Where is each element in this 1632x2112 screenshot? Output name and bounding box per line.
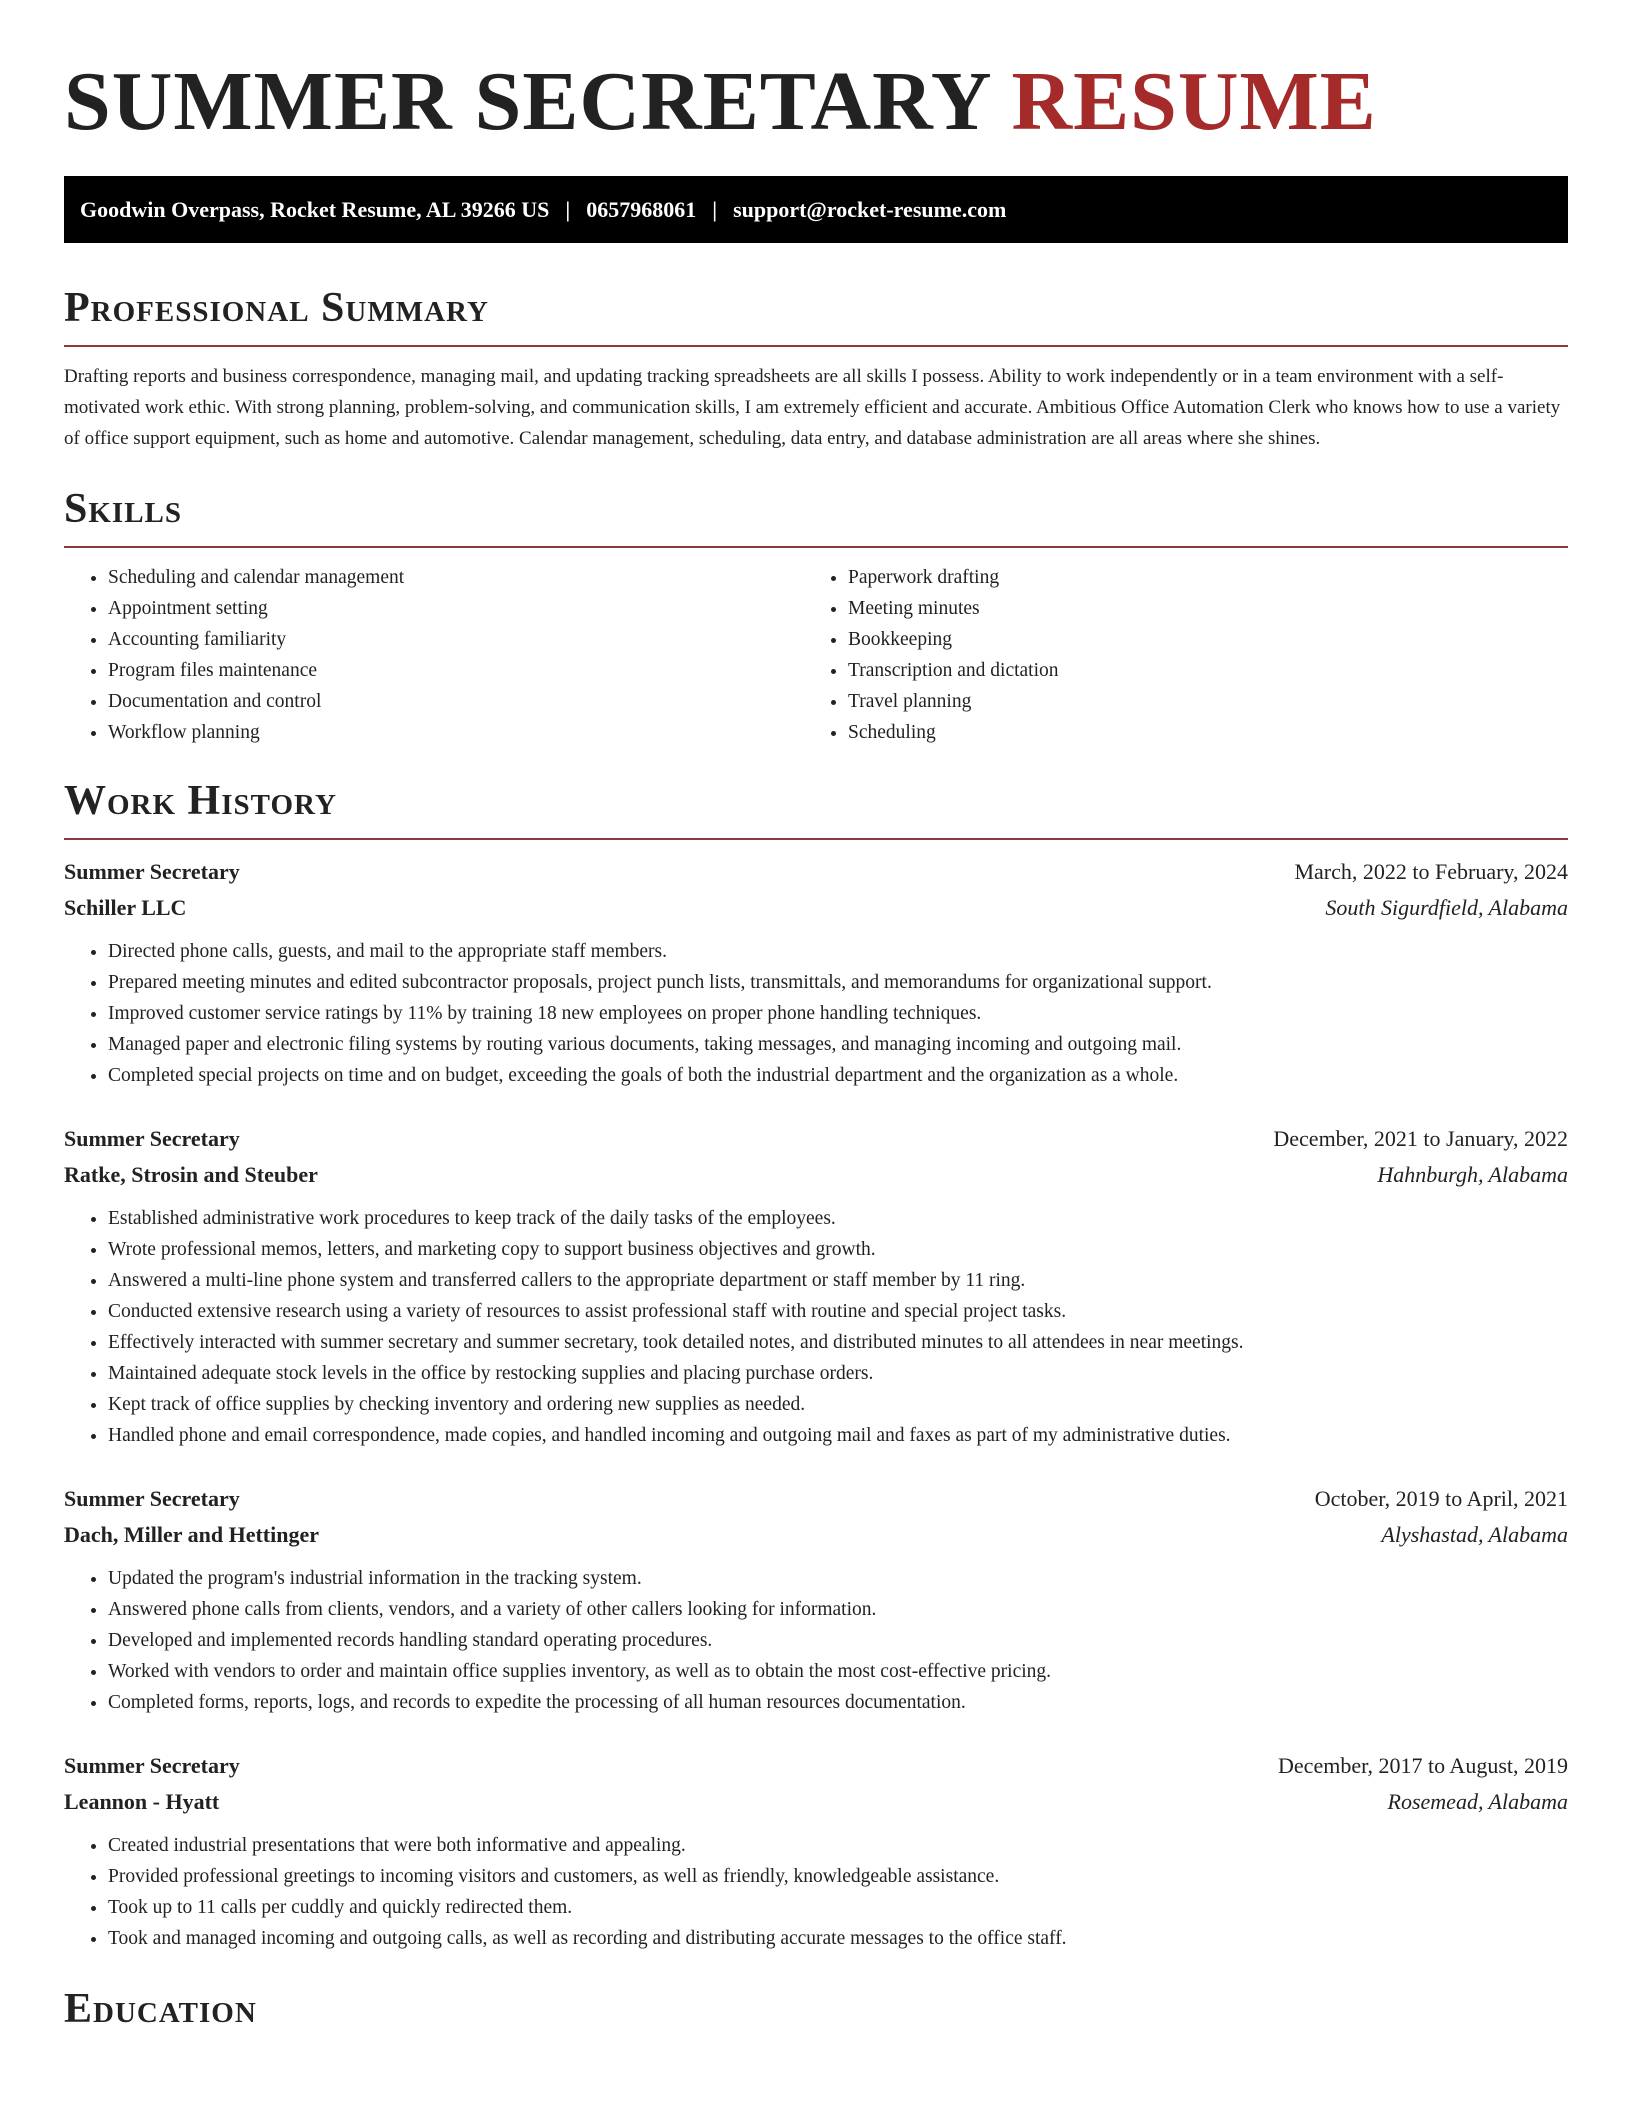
job-header-row: [64, 854, 1568, 890]
duty-item: • Developed and implemented records handling standard operating procedures.: [108, 1625, 1568, 1656]
work-history-section: [64, 776, 1568, 1954]
skill-item: • Program files maintenance: [108, 655, 804, 686]
duty-item: • Answered phone calls from clients, vendors, and a variety of other callers looking for information.: [108, 1594, 1568, 1625]
duty-item: • Completed forms, reports, logs, and records to expedite the processing of all human resources documentation.: [108, 1687, 1568, 1718]
job-company: Leannon - Hyatt: [64, 1789, 220, 1814]
summary-section: [64, 283, 1568, 454]
job-company-row: [64, 1157, 1568, 1193]
duty-item: • Maintained adequate stock levels in the office by restocking supplies and placing purchase orders.: [108, 1358, 1568, 1389]
skill-item: • Workflow planning: [108, 717, 804, 748]
duty-item: • Wrote professional memos, letters, and marketing copy to support business objectives and growth.: [108, 1234, 1568, 1265]
job-company-row: [64, 890, 1568, 926]
job-dates: March, 2022 to February, 2024: [1294, 859, 1568, 884]
skill-item: • Meeting minutes: [848, 593, 1544, 624]
section-divider: [64, 546, 1568, 548]
job-duties: [64, 936, 1568, 1091]
job-title: Summer Secretary: [64, 859, 240, 884]
skills-list-right: [804, 562, 1544, 748]
contact-bar: [64, 176, 1568, 243]
work-history-heading: Work History: [64, 778, 337, 824]
duty-item: • Kept track of office supplies by checking inventory and ordering new supplies as needed.: [108, 1389, 1568, 1420]
skill-item: • Transcription and dictation: [848, 655, 1544, 686]
job-header-row: [64, 1481, 1568, 1517]
duty-item: • Improved customer service ratings by 11% by training 18 new employees on proper phone handling techniques.: [108, 998, 1568, 1029]
duty-item: • Updated the program's industrial information in the tracking system.: [108, 1563, 1568, 1594]
job-location: South Sigurdfield, Alabama: [1325, 895, 1568, 920]
duty-item: • Handled phone and email correspondence, made copies, and handled incoming and outgoing mail and faxes as part of my administrative duties.: [108, 1420, 1568, 1451]
skill-item: • Paperwork drafting: [848, 562, 1544, 593]
education-heading: Education: [64, 1986, 257, 2032]
title-accent: RESUME: [1011, 55, 1377, 148]
skill-item: • Documentation and control: [108, 686, 804, 717]
job-duties: [64, 1203, 1568, 1451]
duty-item: • Established administrative work procedures to keep track of the daily tasks of the employees.: [108, 1203, 1568, 1234]
duty-item: • Conducted extensive research using a variety of resources to assist professional staff with routine and special project tasks.: [108, 1296, 1568, 1327]
skill-item: • Travel planning: [848, 686, 1544, 717]
duty-item: • Worked with vendors to order and maintain office supplies inventory, as well as to obtain the most cost-effective pricing.: [108, 1656, 1568, 1687]
summary-heading: Professional Summary: [64, 285, 489, 331]
skill-item: • Appointment setting: [108, 593, 804, 624]
job-title: Summer Secretary: [64, 1753, 240, 1778]
skills-list-left: [64, 562, 804, 748]
job-header-row: [64, 1121, 1568, 1157]
job-company: Dach, Miller and Hettinger: [64, 1522, 319, 1547]
duty-item: • Directed phone calls, guests, and mail to the appropriate staff members.: [108, 936, 1568, 967]
summary-text: Drafting reports and business correspondence, managing mail, and updating tracking spreadsheets are all skills I possess. Ability to work independently or in a team environment with a self-motivated work ethic. With strong planning, problem-solving, and communication skills, I am extremely efficient and accurate. Ambitious Office Automation Clerk who knows how to use a variety of office support equipment, such as home and automotive. Calendar management, scheduling, data entry, and database administration are all areas where she shines.: [64, 366, 1561, 449]
contact-email: support@rocket-resume.com: [733, 196, 1007, 222]
skill-item: • Scheduling: [848, 717, 1544, 748]
education-section: [64, 1984, 1568, 2034]
job-duties: [64, 1563, 1568, 1718]
skill-item: • Scheduling and calendar management: [108, 562, 804, 593]
job-duties: [64, 1830, 1568, 1954]
duty-item: • Took and managed incoming and outgoing calls, as well as recording and distributing accurate messages to the office staff.: [108, 1923, 1568, 1954]
duty-item: • Prepared meeting minutes and edited subcontractor proposals, project punch lists, transmittals, and memorandums for organizational support.: [108, 967, 1568, 998]
skills-heading: Skills: [64, 486, 183, 532]
contact-address: Goodwin Overpass, Rocket Resume, AL 39266 US: [80, 196, 550, 222]
contact-phone: 0657968061: [586, 196, 697, 222]
title-main: SUMMER SECRETARY: [64, 55, 990, 148]
job-title: Summer Secretary: [64, 1486, 240, 1511]
job-location: Hahnburgh, Alabama: [1377, 1162, 1568, 1187]
duty-item: • Answered a multi-line phone system and transferred callers to the appropriate department or staff member by 11 ring.: [108, 1265, 1568, 1296]
duty-item: • Effectively interacted with summer secretary and summer secretary, took detailed notes, and distributed minutes to all attendees in near meetings.: [108, 1327, 1568, 1358]
skill-item: • Bookkeeping: [848, 624, 1544, 655]
job-company: Ratke, Strosin and Steuber: [64, 1162, 318, 1187]
job-company-row: [64, 1517, 1568, 1553]
contact-separator: |: [712, 196, 718, 222]
duty-item: • Created industrial presentations that were both informative and appealing.: [108, 1830, 1568, 1861]
duty-item: • Managed paper and electronic filing systems by routing various documents, taking messages, and managing incoming and outgoing mail.: [108, 1029, 1568, 1060]
duty-item: • Provided professional greetings to incoming visitors and customers, as well as friendly, knowledgeable assistance.: [108, 1861, 1568, 1892]
section-divider: [64, 345, 1568, 347]
skill-item: • Accounting familiarity: [108, 624, 804, 655]
job-entry: [64, 1121, 1568, 1451]
duty-item: • Took up to 11 calls per cuddly and quickly redirected them.: [108, 1892, 1568, 1923]
job-entry: [64, 1748, 1568, 1954]
job-location: Rosemead, Alabama: [1387, 1789, 1568, 1814]
duty-item: • Completed special projects on time and on budget, exceeding the goals of both the industrial department and the organization as a whole.: [108, 1060, 1568, 1091]
section-divider: [64, 838, 1568, 840]
job-header-row: [64, 1748, 1568, 1784]
skills-columns: [64, 562, 1568, 748]
contact-separator: |: [565, 196, 571, 222]
job-entry: [64, 1481, 1568, 1718]
job-dates: December, 2017 to August, 2019: [1278, 1753, 1568, 1778]
job-location: Alyshastad, Alabama: [1381, 1522, 1568, 1547]
job-company-row: [64, 1784, 1568, 1820]
skills-section: [64, 484, 1568, 748]
job-entry: [64, 854, 1568, 1091]
resume-title: [64, 52, 1568, 152]
job-company: Schiller LLC: [64, 895, 187, 920]
job-title: Summer Secretary: [64, 1126, 240, 1151]
job-dates: October, 2019 to April, 2021: [1314, 1486, 1568, 1511]
job-dates: December, 2021 to January, 2022: [1273, 1126, 1568, 1151]
